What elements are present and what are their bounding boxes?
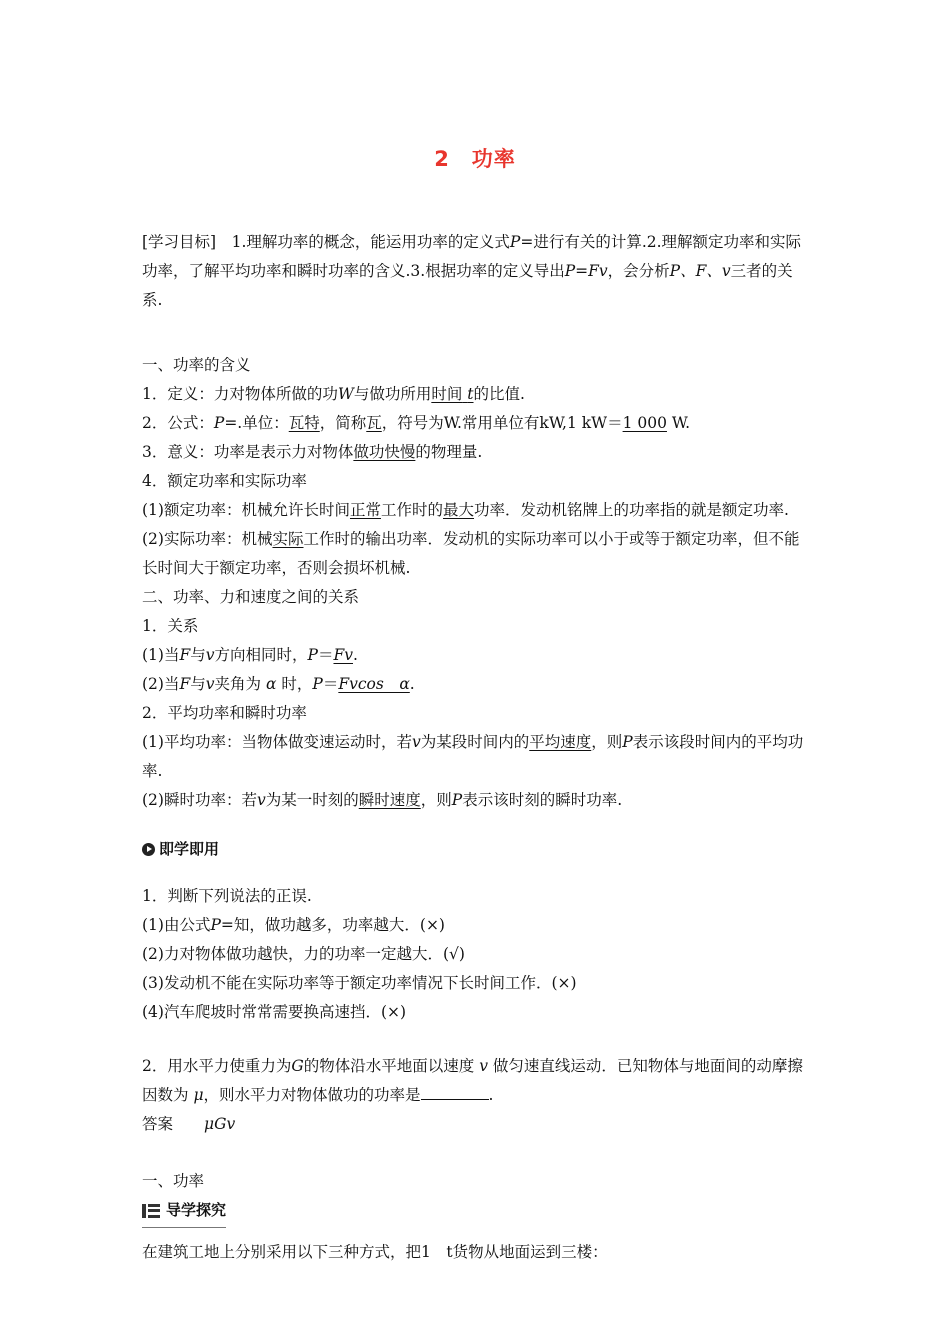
document-body [142, 228, 812, 1267]
section-heading: 一、功率 [142, 1172, 205, 1190]
section-heading: 二、功率、力和速度之间的关系 [142, 588, 360, 606]
relation-item-2: (2)当F与v夹角为 α 时，P＝Fvcos α. [142, 675, 415, 693]
play-circle-icon [142, 843, 155, 856]
question-1-statement: (1)由公式P=知，做功越多，功率越大．(×) [142, 916, 445, 934]
rated-power-item: (1)额定功率：机械允许长时间正常工作时的最大功率．发动机铭牌上的功率指的就是额定功率. [142, 501, 789, 519]
actual-power-item: (2)实际功率：机械实际工作时的输出功率．发动机的实际功率可以小于或等于额定功率，但不能长时间大于额定功率，否则会损坏机械. [142, 530, 800, 577]
inquiry-text: 在建筑工地上分别采用以下三种方式，把1 t货物从地面运到三楼： [142, 1243, 608, 1261]
average-power-item: (1)平均功率：当物体做变速运动时，若v为某段时间内的平均速度，则P表示该段时间内的平均功率. [142, 733, 804, 780]
question-1-statement: (2)力对物体做功越快，力的功率一定越大．(√) [142, 945, 465, 963]
guided-inquiry-heading: 导学探究 [142, 1196, 226, 1228]
instant-power-item: (2)瞬时功率：若v为某一时刻的瞬时速度，则P表示该时刻的瞬时功率. [142, 791, 623, 809]
practice-heading: 即学即用 [142, 835, 812, 864]
meaning-item: 3．意义：功率是表示力对物体做功快慢的物理量. [142, 443, 483, 461]
relation-item-1: (1)当F与v方向相同时，P＝Fv. [142, 646, 358, 664]
list-icon [142, 1204, 160, 1218]
relation-heading: 1．关系 [142, 617, 199, 635]
question-1-statement: (4)汽车爬坡时常常需要换高速挡．(×) [142, 1003, 407, 1021]
question-1: 1．判断下列说法的正误. [142, 887, 312, 905]
rated-power-heading: 4．额定功率和实际功率 [142, 472, 307, 490]
avg-instant-heading: 2．平均功率和瞬时功率 [142, 704, 307, 722]
learning-objectives: [学习目标] 1.理解功率的概念，能运用功率的定义式P=进行有关的计算.2.理解额定功率和实际功率，了解平均功率和瞬时功率的含义.3.根据功率的定义导出P=Fv，会分析P、F、v三者的关系. [142, 233, 802, 309]
page-title: 2 功率 [434, 147, 516, 171]
formula-item: 2．公式：P=.单位：瓦特，简称瓦，符号为W.常用单位有kW,1 kW＝1 000 W. [142, 414, 691, 432]
question-2: 2．用水平力使重力为G的物体沿水平地面以速度 v 做匀速直线运动．已知物体与地面间的动摩擦因数为 μ，则水平力对物体做功的功率是 . [142, 1057, 803, 1104]
answer-blank [421, 1081, 489, 1100]
question-1-statement: (3)发动机不能在实际功率等于额定功率情况下长时间工作．(×) [142, 974, 577, 992]
answer-line: 答案 μGv [142, 1115, 236, 1133]
section-heading: 一、功率的含义 [142, 356, 251, 374]
definition-item: 1．定义：力对物体所做的功W与做功所用时间 t的比值. [142, 385, 525, 403]
